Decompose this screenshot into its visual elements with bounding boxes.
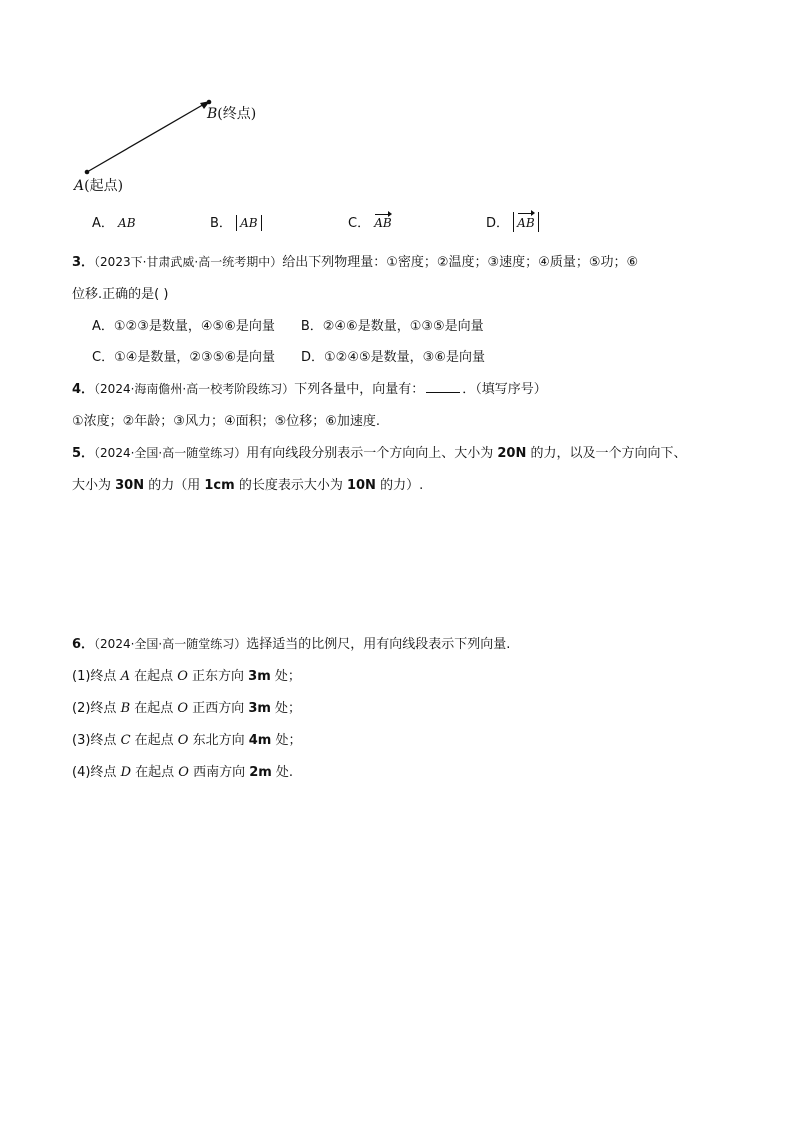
q6-item-4 — [72, 761, 293, 780]
q5-text-1b: 的力，以及一个方向向下、 — [526, 446, 687, 461]
q2-options — [92, 212, 692, 234]
q4-answer-blank[interactable] — [426, 392, 460, 393]
option-letter: B． — [210, 216, 232, 231]
option-expr: AB — [236, 215, 261, 231]
q3-options-row-1 — [92, 315, 484, 334]
q3-option-a[interactable]: A．①②③是数量，④⑤⑥是向量 — [92, 319, 275, 334]
q5-text-2b: 的力（用 — [144, 478, 205, 493]
q6-item-mid: 在起点 — [131, 765, 179, 780]
option-expr: AB — [118, 216, 136, 230]
q4-line-2 — [72, 410, 380, 429]
q5-text-2a: 大小为 — [72, 478, 116, 493]
q3-number: 3． — [72, 255, 95, 270]
q2-option-d[interactable] — [486, 212, 539, 232]
point-b-note: (终点) — [217, 106, 257, 122]
q5-text-1a: 用有向线段分别表示一个方向向上、大小为 — [246, 446, 498, 461]
q5-force-3: 10N — [346, 478, 376, 493]
q6-item-end: 处； — [271, 733, 302, 748]
point-a-dot — [85, 170, 90, 175]
q6-item-direction: 东北方向 — [188, 733, 249, 748]
q3-option-c[interactable]: C．①④是数量，②③⑤⑥是向量 — [92, 350, 276, 365]
q6-item-3 — [72, 729, 301, 748]
q3-line-2 — [72, 283, 168, 302]
q6-line-1 — [72, 633, 510, 652]
q6-item-distance: 4m — [248, 733, 272, 748]
q3-options-row-2 — [92, 346, 485, 365]
q4-text-before: 下列各量中，向量有： — [294, 382, 425, 397]
option-expr: AB — [374, 213, 391, 230]
q5-source: （2024·全国·高一随堂练习） — [94, 446, 247, 460]
q4-text-2: ①浓度；②年龄；③风力；④面积；⑤位移；⑥加速度. — [72, 414, 381, 429]
q6-item-origin: O — [177, 733, 189, 748]
q6-item-end: 处； — [270, 701, 302, 716]
vector-figure — [60, 90, 300, 200]
option-expr: AB — [517, 212, 534, 231]
q6-item-origin: O — [178, 765, 189, 780]
q2-option-a[interactable] — [92, 212, 136, 231]
q4-number: 4． — [72, 382, 95, 397]
q6-item-point: C — [120, 733, 131, 748]
q2-option-c[interactable] — [348, 212, 392, 231]
q4-source: （2024·海南儋州·高一校考阶段练习） — [94, 382, 295, 396]
point-a-label — [74, 175, 123, 195]
q5-text-2c: 的长度表示大小为 — [234, 478, 347, 493]
q3-option-b[interactable]: B．②④⑥是数量，①③⑤是向量 — [300, 319, 484, 334]
q6-text: 选择适当的比例尺，用有向线段表示下列向量. — [246, 637, 511, 652]
q6-item-point: D — [120, 765, 131, 780]
option-letter: A． — [92, 216, 114, 231]
q6-item-2 — [72, 697, 301, 716]
option-letter: D． — [486, 216, 510, 231]
q6-item-mid: 在起点 — [130, 701, 178, 716]
q3-source: （2023下·甘肃武威·高一统考期中） — [94, 255, 283, 269]
point-a-note: (起点) — [84, 178, 124, 194]
q6-item-direction: 西南方向 — [188, 765, 250, 780]
q2-option-b[interactable] — [210, 212, 262, 231]
point-a-letter: A — [74, 178, 85, 194]
q6-item-1 — [72, 665, 301, 684]
q5-line-2 — [72, 474, 423, 493]
q6-item-distance: 2m — [249, 765, 272, 780]
q3-text-1: 给出下列物理量：①密度；②温度；③速度；④质量；⑤功；⑥ — [282, 255, 639, 270]
q4-line-1 — [72, 378, 547, 397]
q6-item-origin: O — [177, 701, 189, 716]
q6-item-point: A — [120, 669, 130, 684]
q6-item-mid: 在起点 — [129, 669, 178, 684]
q6-item-point: B — [120, 701, 131, 716]
q6-item-mid: 在起点 — [130, 733, 178, 748]
q6-item-direction: 正东方向 — [187, 669, 249, 684]
q6-item-end: 处； — [270, 669, 301, 684]
q6-number: 6． — [72, 637, 95, 652]
q4-text-after: ．（填写序号） — [462, 382, 547, 397]
point-b-letter: B — [207, 106, 218, 122]
option-letter: C． — [348, 216, 371, 231]
q6-item-direction: 正西方向 — [188, 701, 249, 716]
q6-item-distance: 3m — [248, 701, 271, 716]
q6-item-prefix: (4)终点 — [72, 765, 121, 780]
q5-text-2d: 的力）. — [375, 478, 424, 493]
q6-item-origin: O — [177, 669, 188, 684]
q6-source: （2024·全国·高一随堂练习） — [94, 637, 247, 651]
q3-option-d[interactable]: D．①②④⑤是数量，③⑥是向量 — [301, 350, 485, 365]
q5-force-2: 30N — [115, 478, 145, 493]
q3-line-1 — [72, 251, 638, 270]
q5-force-1: 20N — [497, 446, 527, 461]
q6-item-end: 处. — [271, 765, 294, 780]
q6-item-prefix: (1)终点 — [72, 669, 121, 684]
q5-line-1 — [72, 442, 686, 461]
option-abs-wrap — [513, 212, 538, 232]
point-b-label — [207, 103, 256, 123]
q3-text-2: 位移.正确的是( ) — [72, 287, 169, 302]
q5-length: 1cm — [204, 478, 235, 493]
q6-item-distance: 3m — [248, 669, 271, 684]
q5-number: 5． — [72, 446, 95, 461]
q6-item-prefix: (3)终点 — [72, 733, 121, 748]
q6-item-prefix: (2)终点 — [72, 701, 121, 716]
vector-segment — [87, 103, 206, 172]
